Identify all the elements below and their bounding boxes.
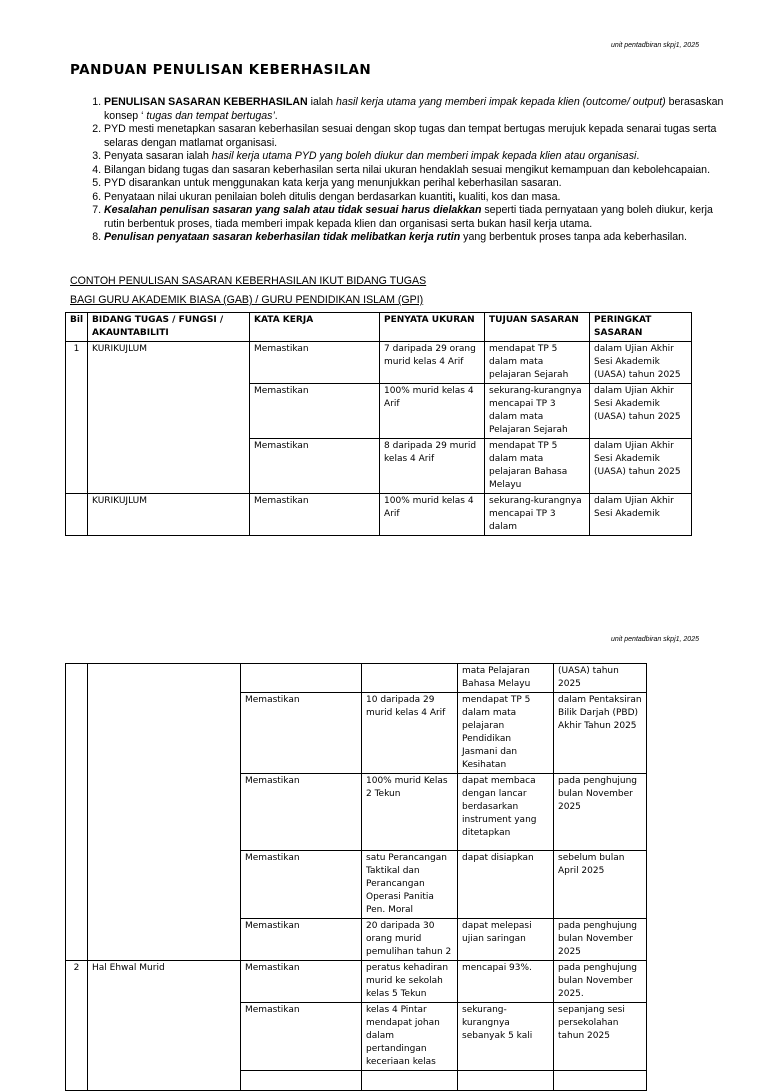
table-cell: Memastikan: [241, 919, 362, 961]
list-item: 8. Penulisan penyataan sasaran keberhasilan tidak melibatkan kerja rutin yang berbentuk proses tanpa ada keberhasilan.: [104, 231, 734, 245]
table-cell: 8 daripada 29 murid kelas 4 Arif: [380, 439, 485, 494]
column-header: PERINGKAT SASARAN: [590, 313, 692, 342]
table-cell: KURIKUJLUM: [88, 342, 250, 494]
target-table-continued: [65, 663, 647, 1091]
table-cell: KURIKUJLUM: [88, 494, 250, 536]
table-cell: dapat disiapkan: [458, 851, 554, 919]
table-cell: 20 daripada 30 orang murid pemulihan tahun 2: [362, 919, 458, 961]
table-cell: mendapat TP 5 dalam mata pelajaran Pendidikan Jasmani dan Kesihatan: [458, 693, 554, 774]
table-cell: dalam Pentaksiran Bilik Darjah (PBD) Akhir Tahun 2025: [554, 693, 647, 774]
table-cell: mata Pelajaran Bahasa Melayu: [458, 664, 554, 693]
table-cell: [241, 664, 362, 693]
table-cell: sekurang-kurangnya mencapai TP 3 dalam mata Pelajaran Sejarah: [485, 384, 590, 439]
table-cell: 7 daripada 29 orang murid kelas 4 Arif: [380, 342, 485, 384]
table-cell: [458, 1071, 554, 1091]
table-cell: 100% murid kelas 4 Arif: [380, 494, 485, 536]
target-table: [65, 312, 692, 536]
table-cell: dalam Ujian Akhir Sesi Akademik (UASA) tahun 2025: [590, 384, 692, 439]
page-title: PANDUAN PENULISAN KEBERHASILAN: [70, 62, 372, 78]
list-item: 1. PENULISAN SASARAN KEBERHASILAN ialah hasil kerja utama yang memberi impak kepada klien (outcome/ output) berasaskan konsep ‘ tugas dan tempat bertugas’.: [104, 96, 734, 123]
table-cell: kelas 4 Pintar mendapat johan dalam pertandingan keceriaan kelas: [362, 1003, 458, 1071]
table-cell: mendapat TP 5 dalam mata pelajaran Bahasa Melayu: [485, 439, 590, 494]
table-cell: peratus kehadiran murid ke sekolah kelas 5 Tekun: [362, 961, 458, 1003]
table-cell: pada penghujung bulan November 2025.: [554, 961, 647, 1003]
table-cell: Memastikan: [250, 342, 380, 384]
column-header: BIDANG TUGAS / FUNGSI / AKAUNTABILITI: [88, 313, 250, 342]
table-cell: Memastikan: [250, 494, 380, 536]
table-cell: mencapai 93%.: [458, 961, 554, 1003]
table-cell: pada penghujung bulan November 2025: [554, 774, 647, 851]
table-cell: Memastikan: [241, 1003, 362, 1071]
table-cell: Hal Ehwal Murid: [88, 961, 241, 1091]
table-row: [66, 961, 647, 1003]
table-cell: [241, 1071, 362, 1091]
table-cell: Memastikan: [241, 961, 362, 1003]
table-cell: dapat membaca dengan lancar berdasarkan instrument yang ditetapkan: [458, 774, 554, 851]
table-cell: [66, 494, 88, 536]
table-cell: dapat melepasi ujian saringan: [458, 919, 554, 961]
table-cell: Memastikan: [250, 384, 380, 439]
table-cell: [554, 1071, 647, 1091]
table-cell: mendapat TP 5 dalam mata pelajaran Sejarah: [485, 342, 590, 384]
table-cell: Memastikan: [241, 851, 362, 919]
table-cell: Memastikan: [241, 774, 362, 851]
table-cell: dalam Ujian Akhir Sesi Akademik (UASA) tahun 2025: [590, 439, 692, 494]
table-row: [66, 664, 647, 693]
table-row: [66, 494, 692, 536]
page-header: unit pentadbiran skpj1, 2025: [611, 636, 699, 643]
table-cell: [362, 1071, 458, 1091]
table-cell: satu Perancangan Taktikal dan Perancangan Operasi Panitia Pen. Moral: [362, 851, 458, 919]
table-cell: sekurang-kurangnya mencapai TP 3 dalam: [485, 494, 590, 536]
column-header: TUJUAN SASARAN: [485, 313, 590, 342]
table-cell: [66, 664, 88, 961]
table-cell: pada penghujung bulan November 2025: [554, 919, 647, 961]
column-header: Bil: [66, 313, 88, 342]
table-cell: sepanjang sesi persekolahan tahun 2025: [554, 1003, 647, 1071]
table-cell: dalam Ujian Akhir Sesi Akademik: [590, 494, 692, 536]
table-cell: Memastikan: [241, 693, 362, 774]
list-item: 2. PYD mesti menetapkan sasaran keberhasilan sesuai dengan skop tugas dan tempat bertugas merujuk kepada senarai tugas serta selaras dengan matlamat organisasi.: [104, 123, 734, 150]
table-cell: sebelum bulan April 2025: [554, 851, 647, 919]
table-cell: Memastikan: [250, 439, 380, 494]
table-cell: 2: [66, 961, 88, 1091]
table-cell: 1: [66, 342, 88, 494]
guideline-list: [70, 96, 734, 245]
list-item: 4. Bilangan bidang tugas dan sasaran keberhasilan serta nilai ukuran hendaklah sesuai mengikut kemampuan dan kebolehcapaian.: [104, 164, 734, 178]
list-item: 3. Penyata sasaran ialah hasil kerja utama PYD yang boleh diukur dan memberi impak kepada klien atau organisasi.: [104, 150, 734, 164]
table-header-row: [66, 313, 692, 342]
section-subtitle: BAGI GURU AKADEMIK BIASA (GAB) / GURU PENDIDIKAN ISLAM (GPI): [70, 294, 424, 306]
list-item: 6. Penyataan nilai ukuran penilaian boleh ditulis dengan berdasarkan kuantiti, kualiti, kos dan masa.: [104, 191, 734, 205]
table-cell: 10 daripada 29 murid kelas 4 Arif: [362, 693, 458, 774]
page-header: unit pentadbiran skpj1, 2025: [611, 42, 699, 49]
table-cell: [362, 664, 458, 693]
table-cell: (UASA) tahun 2025: [554, 664, 647, 693]
column-header: KATA KERJA: [250, 313, 380, 342]
list-item: 7. Kesalahan penulisan sasaran yang salah atau tidak sesuai harus dielakkan seperti tiada pernyataan yang boleh diukur, kerja rutin berbentuk proses, tiada memberi impak kepada klien dan organisasi serta bukan hasil kerja utama.: [104, 204, 734, 231]
list-item: 5. PYD disarankan untuk menggunakan kata kerja yang menunjukkan perihal keberhasilan sasaran.: [104, 177, 734, 191]
section-subtitle: CONTOH PENULISAN SASARAN KEBERHASILAN IKUT BIDANG TUGAS: [70, 275, 427, 287]
table-cell: 100% murid Kelas 2 Tekun: [362, 774, 458, 851]
table-cell: dalam Ujian Akhir Sesi Akademik (UASA) tahun 2025: [590, 342, 692, 384]
table-cell: 100% murid kelas 4 Arif: [380, 384, 485, 439]
column-header: PENYATA UKURAN: [380, 313, 485, 342]
table-cell: sekurang-kurangnya sebanyak 5 kali: [458, 1003, 554, 1071]
table-row: [66, 342, 692, 384]
table-cell: [88, 664, 241, 961]
